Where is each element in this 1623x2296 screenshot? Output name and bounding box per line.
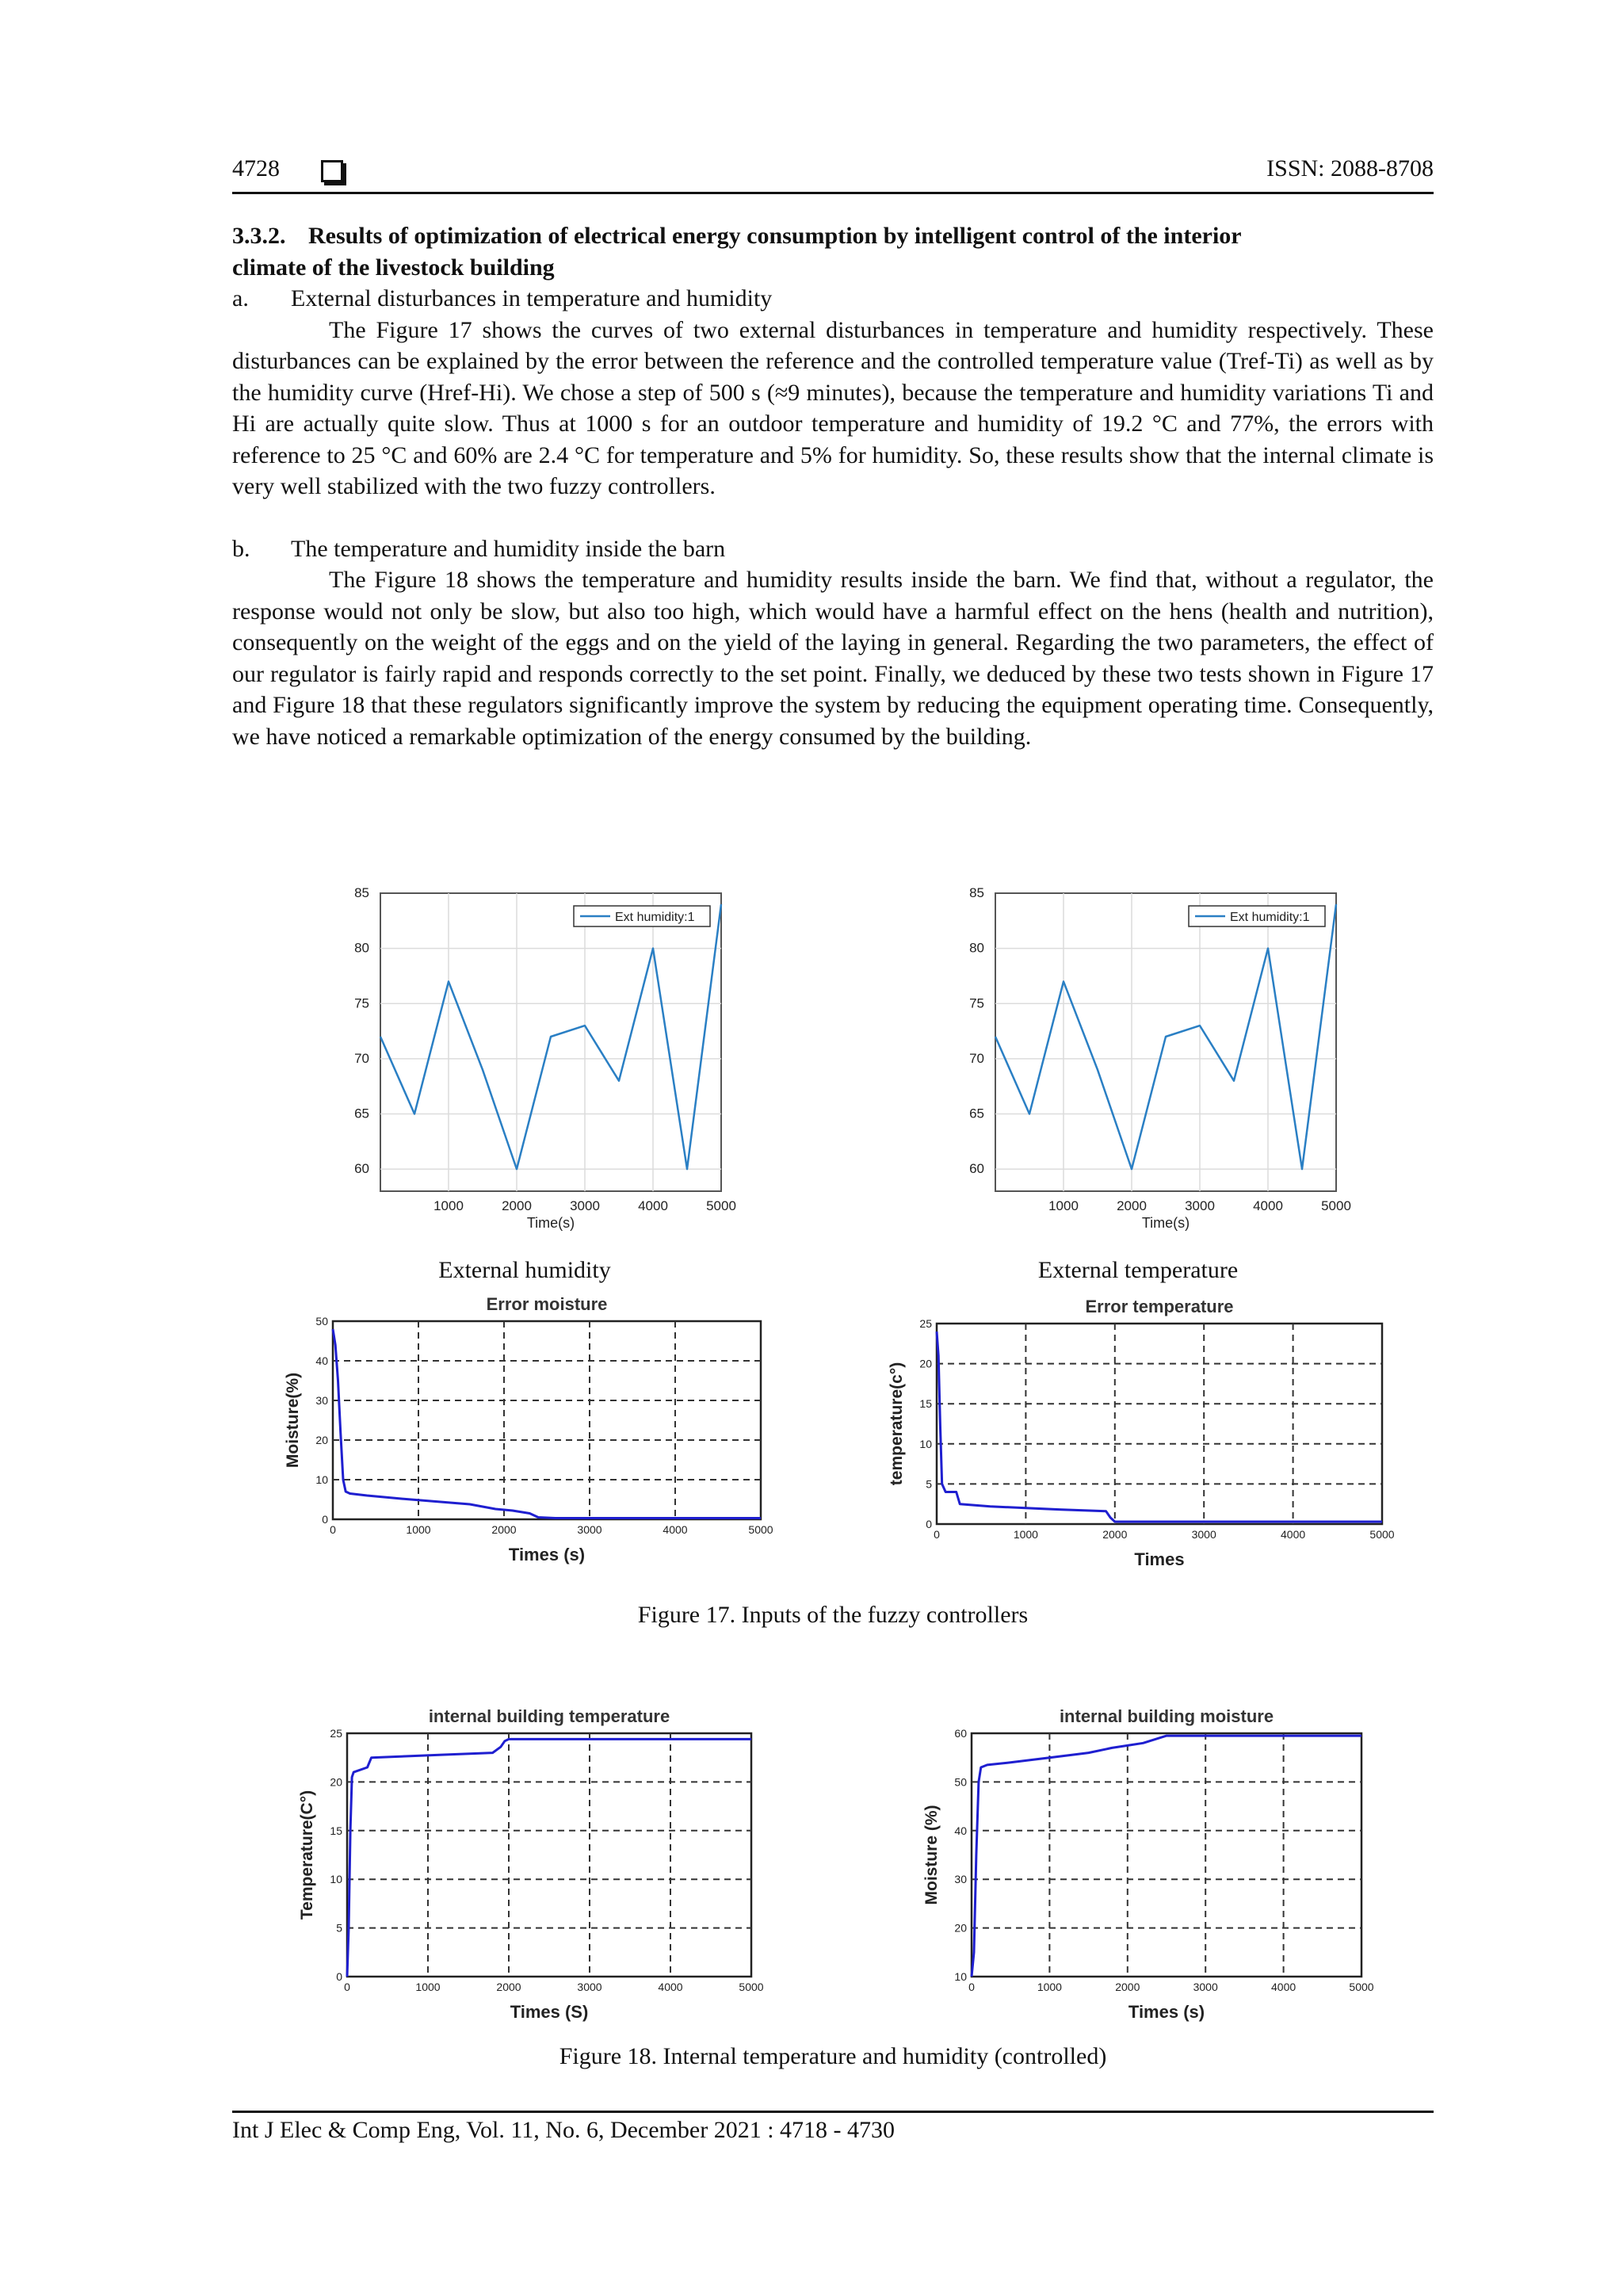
chart-svg-internal-moisture: [903, 1687, 1379, 2040]
x-tick-label: 3000: [1185, 1198, 1215, 1213]
y-tick-label: 25: [330, 1727, 342, 1740]
y-tick-label: 10: [330, 1873, 342, 1886]
checkbox-square-icon: [321, 160, 343, 182]
x-axis-label: Times (s): [508, 1545, 586, 1564]
chart-svg-internal-temperature: [293, 1687, 769, 2040]
x-tick-label: 2000: [491, 1523, 517, 1536]
x-tick-label: 2000: [502, 1198, 532, 1213]
chart-internal-moisture: [903, 1687, 1379, 2040]
y-tick-label: 60: [354, 1161, 369, 1177]
y-tick-label: 75: [969, 995, 984, 1011]
chart-title: Error temperature: [1085, 1297, 1234, 1316]
subcaption-right: External temperature: [1037, 1257, 1239, 1283]
legend-label: Ext humidity:1: [615, 911, 695, 924]
y-tick-label: 85: [354, 885, 369, 900]
x-axis-label: Time(s): [526, 1215, 575, 1231]
x-axis-label: Times: [1134, 1549, 1185, 1569]
y-axis-label: Moisture (%): [922, 1805, 941, 1905]
item-heading-text: The temperature and humidity inside the barn: [291, 535, 726, 562]
x-tick-label: 3000: [577, 1981, 602, 1993]
y-tick-label: 40: [954, 1824, 967, 1837]
x-tick-label: 0: [330, 1523, 336, 1536]
y-tick-label: 50: [315, 1315, 328, 1328]
paragraph-a: The Figure 17 shows the curves of two external disturbances in temperature and humidity respectively. These disturbances can be explained by the error between the reference and the controlled temperature value (Tref-Ti) as well as by the humidity curve (Href-Hi). We chose a step of 500 s (≈9 minutes), because the temperature and humidity variations Ti and Hi are actually quite slow. Thus at 1000 s for an outdoor temperature and humidity of 19.2 °C and 77%, the errors with reference to 25 °C and 60% are 2.4 °C for temperature and 5% for humidity. So, these results show that the internal climate is very well stabilized with the two fuzzy controllers.: [232, 316, 1434, 499]
y-tick-label: 15: [919, 1397, 932, 1411]
page-number: 4728: [232, 155, 280, 181]
section-heading: [232, 220, 1434, 252]
chart-svg-ext-humidity: [317, 876, 736, 1256]
y-tick-label: 80: [354, 940, 369, 956]
paragraph-b: The Figure 18 shows the temperature and humidity results inside the barn. We find that, without a regulator, the response would not only be slow, but also too high, which would have a harmful effect on the hens (health and nutrition), consequently on the weight of the eggs and on the yield of the laying in general. Regarding the two parameters, the effect of our regulator is fairly rapid and responds correctly to the set point. Finally, we deduced by these two tests shown in Figure 17 and Figure 18 that these regulators significantly improve the system by reducing the equipment operating time. Consequently, we have noticed a remarkable optimization of the energy consumed by the building.: [232, 567, 1434, 750]
y-tick-label: 70: [354, 1050, 369, 1066]
chart-error-temperature: [861, 1282, 1400, 1580]
figure17-caption: Figure 17. Inputs of the fuzzy controllers: [637, 1602, 1029, 1628]
item-heading-text: External disturbances in temperature and humidity: [291, 285, 773, 311]
section-title-line2: climate of the livestock building: [232, 254, 555, 281]
item-label: a.: [232, 285, 249, 311]
chart-title: internal building moisture: [1059, 1706, 1274, 1726]
x-axis-label: Time(s): [1141, 1215, 1190, 1231]
x-tick-label: 1000: [415, 1981, 441, 1993]
x-tick-label: 4000: [663, 1523, 688, 1536]
x-tick-label: 2000: [1115, 1981, 1140, 1993]
plot-frame: [347, 1733, 751, 1977]
plot-frame: [995, 893, 1336, 1191]
x-tick-label: 1000: [1013, 1528, 1038, 1541]
y-tick-label: 20: [954, 1921, 967, 1935]
x-tick-label: 3000: [1191, 1528, 1216, 1541]
y-tick-label: 20: [315, 1434, 328, 1446]
section-title-line1: Results of optimization of electrical energy consumption by intelligent control of the interior: [308, 223, 1242, 249]
y-axis-label: Temperature(C°): [298, 1790, 316, 1920]
x-tick-label: 1000: [1048, 1198, 1079, 1213]
y-tick-label: 0: [322, 1513, 328, 1526]
x-tick-label: 5000: [1349, 1981, 1374, 1993]
x-tick-label: 0: [968, 1981, 975, 1993]
plot-frame: [333, 1321, 761, 1519]
chart-ext-temperature: [932, 876, 1351, 1256]
chart-internal-temperature: [293, 1687, 769, 2040]
y-tick-label: 65: [969, 1106, 984, 1121]
figure18-caption: Figure 18. Internal temperature and humidity (controlled): [559, 2043, 1107, 2069]
x-tick-label: 0: [344, 1981, 350, 1993]
y-tick-label: 50: [954, 1775, 967, 1789]
subcaption-left: External humidity: [438, 1257, 611, 1283]
header-rule: [232, 192, 1434, 194]
x-tick-label: 0: [934, 1528, 940, 1541]
chart-ext-humidity: [317, 876, 736, 1256]
x-tick-label: 1000: [1037, 1981, 1062, 1993]
y-tick-label: 30: [954, 1873, 967, 1886]
x-tick-label: 5000: [706, 1198, 736, 1213]
y-axis-label: temperature(c°): [888, 1362, 906, 1486]
x-tick-label: 2000: [1117, 1198, 1147, 1213]
legend-label: Ext humidity:1: [1230, 911, 1310, 924]
y-axis-label: Moisture(%): [284, 1372, 302, 1469]
y-tick-label: 80: [969, 940, 984, 956]
chart-svg-error-temperature: [861, 1282, 1400, 1580]
y-tick-label: 10: [954, 1970, 967, 1983]
y-tick-label: 0: [926, 1518, 932, 1530]
item-label: b.: [232, 535, 250, 562]
x-tick-label: 5000: [1369, 1528, 1395, 1541]
x-tick-label: 5000: [748, 1523, 773, 1536]
y-tick-label: 60: [969, 1161, 984, 1177]
x-tick-label: 2000: [496, 1981, 521, 1993]
y-tick-label: 10: [919, 1437, 932, 1450]
x-tick-label: 5000: [739, 1981, 764, 1993]
x-tick-label: 3000: [1193, 1981, 1218, 1993]
plot-frame: [380, 893, 721, 1191]
x-axis-label: Times (S): [510, 2002, 589, 2022]
y-tick-label: 5: [926, 1477, 932, 1491]
x-tick-label: 4000: [1253, 1198, 1283, 1213]
chart-svg-error-moisture: [269, 1280, 777, 1573]
x-tick-label: 3000: [577, 1523, 602, 1536]
y-tick-label: 15: [330, 1824, 342, 1837]
plot-frame: [972, 1733, 1361, 1977]
y-tick-label: 20: [919, 1357, 932, 1370]
y-tick-label: 20: [330, 1775, 342, 1789]
chart-svg-ext-temperature: [932, 876, 1351, 1256]
x-tick-label: 4000: [1281, 1528, 1306, 1541]
y-tick-label: 25: [919, 1317, 932, 1330]
y-tick-label: 75: [354, 995, 369, 1011]
page-header: [232, 155, 1434, 193]
x-tick-label: 1000: [406, 1523, 431, 1536]
x-tick-label: 4000: [1271, 1981, 1296, 1993]
section-number: 3.3.2.: [232, 223, 286, 249]
chart-title: internal building temperature: [428, 1706, 670, 1726]
issn: ISSN: 2088-8708: [1266, 155, 1434, 181]
x-tick-label: 3000: [570, 1198, 600, 1213]
chart-error-moisture: [269, 1280, 777, 1573]
y-tick-label: 0: [336, 1970, 342, 1983]
y-tick-label: 65: [354, 1106, 369, 1121]
x-tick-label: 4000: [638, 1198, 668, 1213]
y-tick-label: 40: [315, 1354, 328, 1367]
spacer: [232, 502, 1434, 533]
x-axis-label: Times (s): [1128, 2002, 1205, 2022]
y-tick-label: 30: [315, 1394, 328, 1407]
x-tick-label: 2000: [1102, 1528, 1128, 1541]
x-tick-label: 1000: [433, 1198, 464, 1213]
footer-citation: Int J Elec & Comp Eng, Vol. 11, No. 6, December 2021 : 4718 - 4730: [232, 2117, 896, 2143]
plot-frame: [937, 1324, 1382, 1524]
y-tick-label: 10: [315, 1473, 328, 1486]
footer-rule: [232, 2111, 1434, 2113]
x-tick-label: 5000: [1321, 1198, 1351, 1213]
body-text: [232, 220, 1434, 752]
y-tick-label: 5: [336, 1921, 342, 1935]
item-heading-b: [232, 533, 1434, 565]
y-tick-label: 60: [954, 1727, 967, 1740]
chart-title: Error moisture: [486, 1294, 608, 1314]
x-tick-label: 4000: [658, 1981, 683, 1993]
y-tick-label: 70: [969, 1050, 984, 1066]
item-heading-a: [232, 283, 1434, 315]
y-tick-label: 85: [969, 885, 984, 900]
